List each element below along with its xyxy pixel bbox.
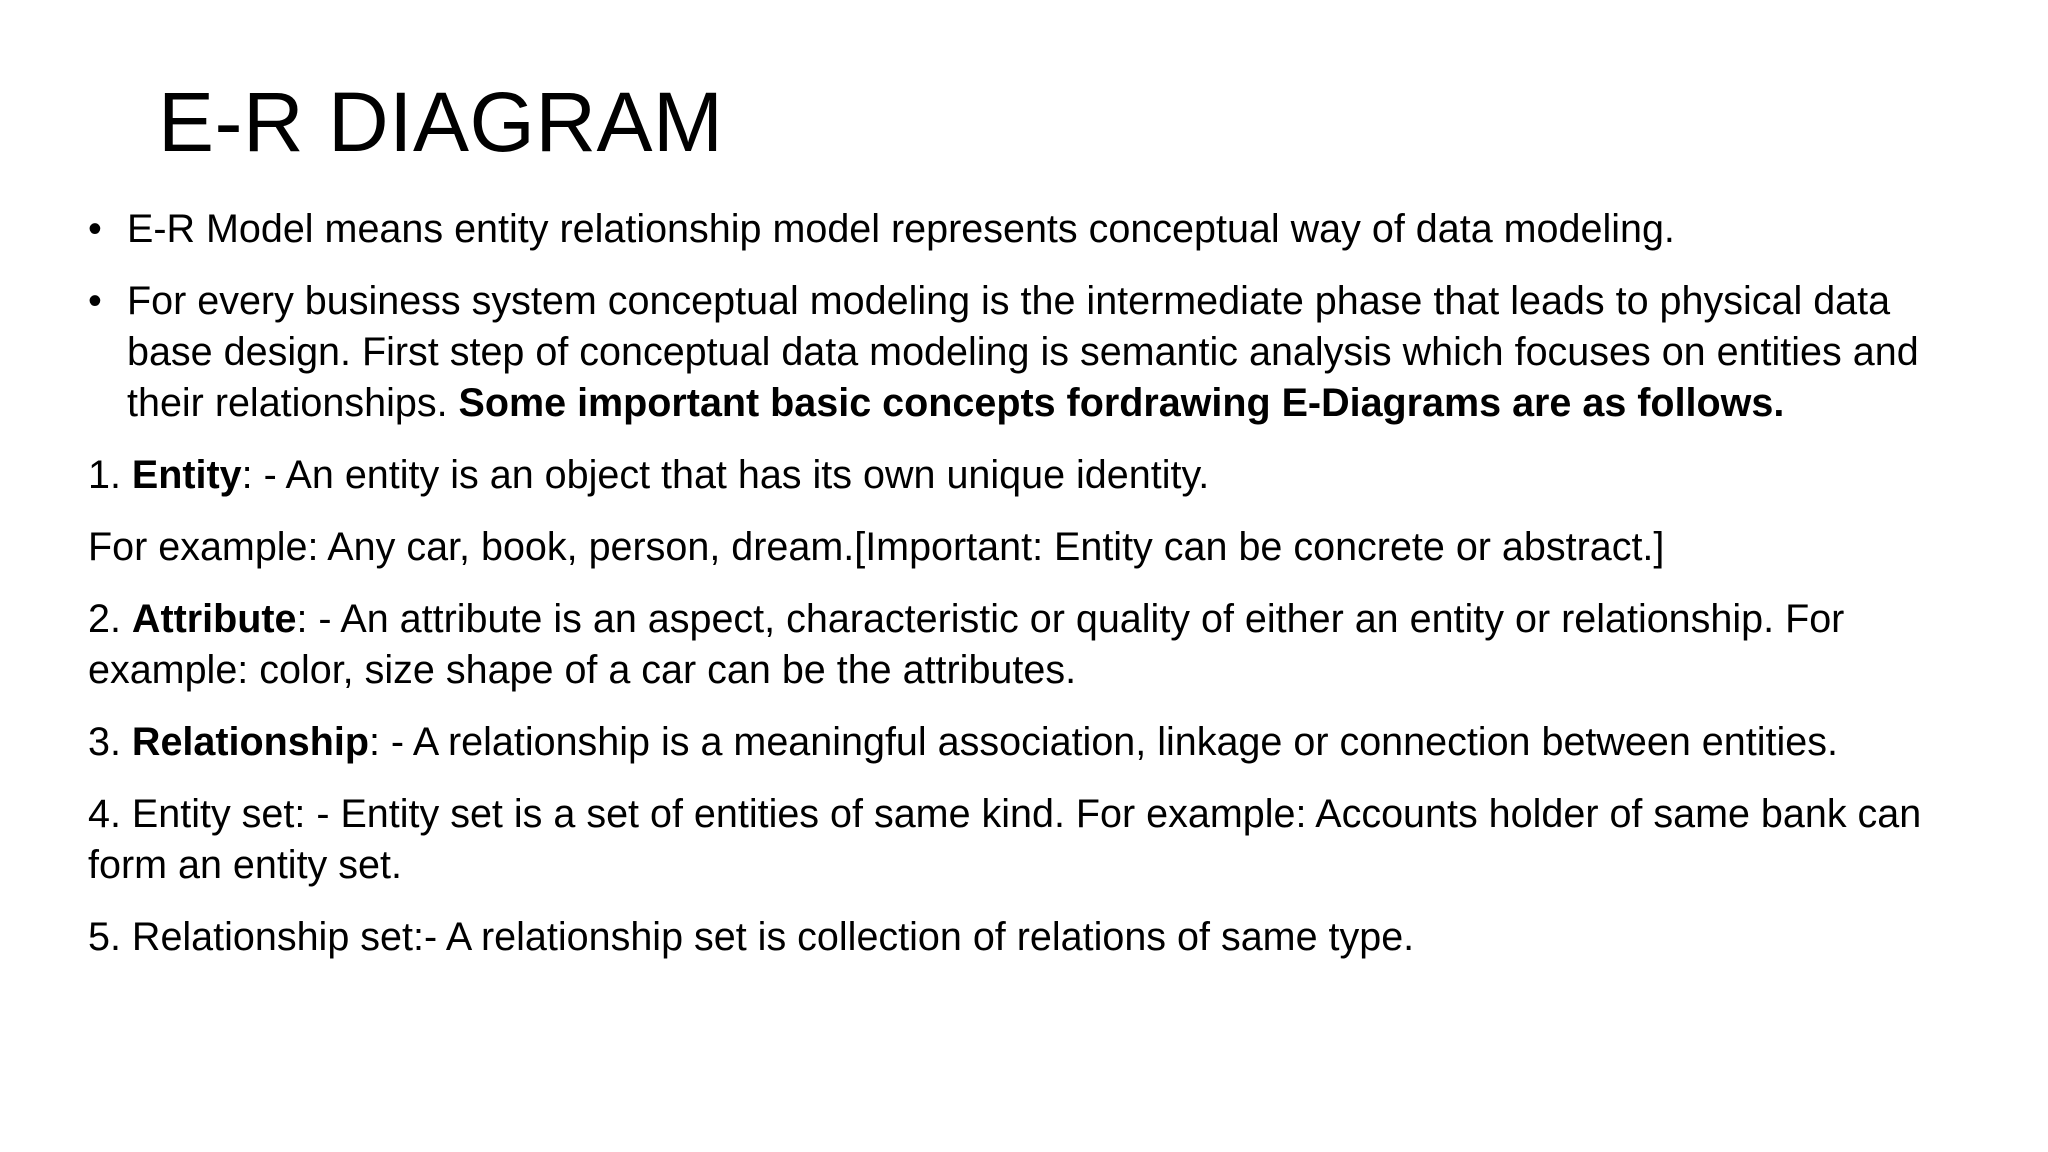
item-number: 2. bbox=[88, 597, 132, 641]
bullet-text: For every business system conceptual modeling is the intermediate phase that leads to physical data base design. First step of conceptual data modeling is semantic analysis which focuses on entities and their relationships. bbox=[127, 279, 1919, 425]
item-number: 1. bbox=[88, 453, 132, 497]
bullet-item bbox=[88, 204, 1968, 255]
item-definition: : - A relationship is a meaningful association, linkage or connection between entities. bbox=[368, 720, 1838, 764]
relationship-definition bbox=[88, 717, 1968, 768]
item-term: Relationship bbox=[131, 720, 369, 764]
entity-set-definition: 4. Entity set: - Entity set is a set of entities of same kind. For example: Accounts holder of same bank can form an entity set. bbox=[88, 792, 1922, 887]
attribute-definition bbox=[88, 594, 1968, 696]
bullet-icon: • bbox=[88, 207, 102, 251]
relationship-set-definition: 5. Relationship set:- A relationship set is collection of relations of same type. bbox=[88, 915, 1415, 959]
item-definition: : - An attribute is an aspect, characteristic or quality of either an entity or relationship. For example: color, size shape of a car can be the attributes. bbox=[88, 597, 1845, 692]
item-term: Attribute bbox=[131, 597, 297, 641]
entity-example: For example: Any car, book, person, dream.[Important: Entity can be concrete or abstract.] bbox=[88, 525, 1665, 569]
bullet-icon: • bbox=[88, 279, 102, 323]
bullet-bold-text: Some important basic concepts fordrawing E-Diagrams are as follows. bbox=[458, 381, 1785, 425]
item-number: 3. bbox=[88, 720, 132, 764]
slide-content bbox=[88, 204, 1968, 984]
entity-definition bbox=[88, 450, 1968, 501]
bullet-text: E-R Model means entity relationship model represents conceptual way of data modeling. bbox=[127, 207, 1675, 251]
item-term: Entity bbox=[131, 453, 242, 497]
slide-title: E-R DIAGRAM bbox=[158, 75, 724, 169]
item-definition: : - An entity is an object that has its own unique identity. bbox=[241, 453, 1210, 497]
bullet-item bbox=[88, 276, 1968, 429]
